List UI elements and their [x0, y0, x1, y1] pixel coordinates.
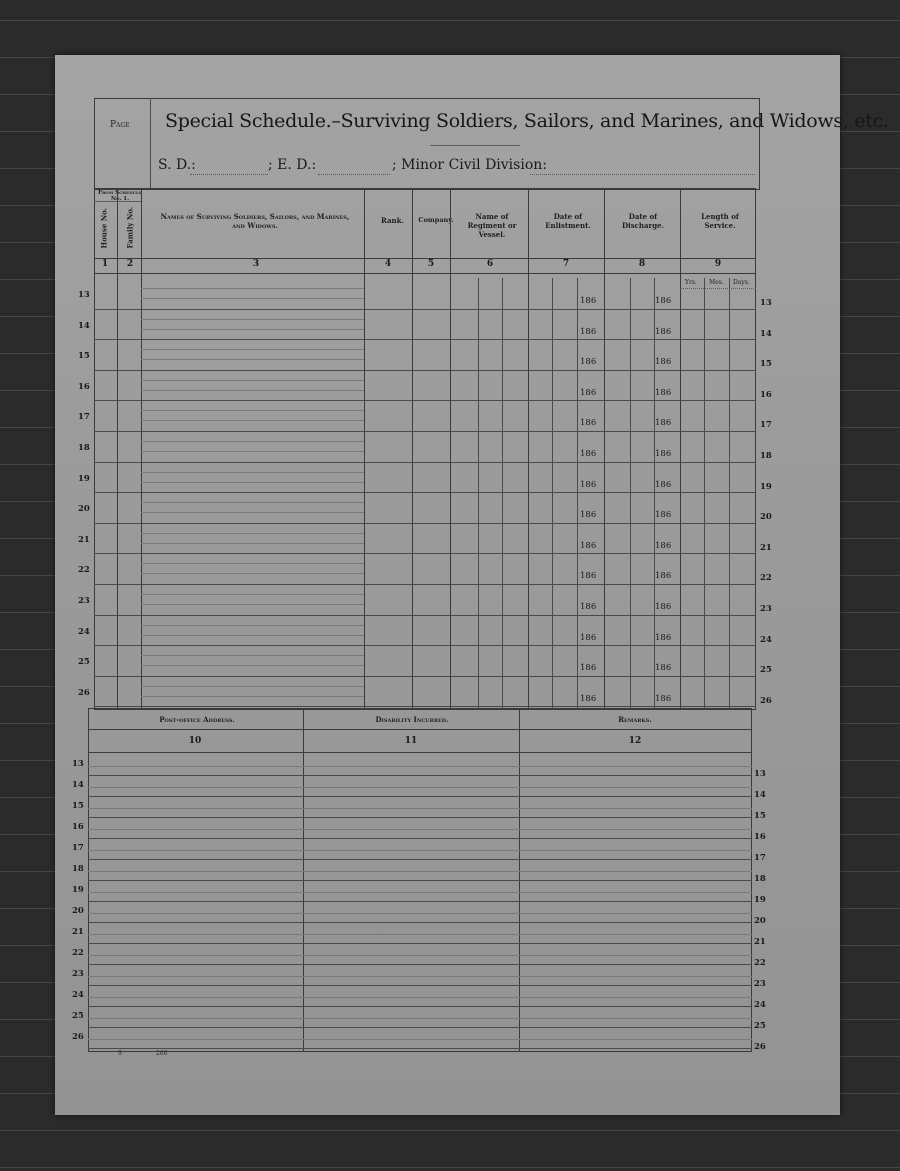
bottom-row-subrule — [88, 766, 752, 767]
service-header: Length of Service. — [701, 212, 739, 230]
top-row-rule — [94, 523, 756, 524]
bottom-row-number-left: 15 — [72, 801, 84, 811]
scan-stripe — [0, 20, 900, 21]
top-row-rule — [94, 431, 756, 432]
bottom-row-subrule — [88, 892, 752, 893]
top-row-number-left: 24 — [78, 626, 90, 637]
top-row-subrule — [141, 604, 364, 605]
bottom-row-rule — [88, 838, 752, 839]
bottom-row-number-right: 19 — [754, 895, 766, 905]
top-row-subrule — [141, 420, 364, 421]
post-office-header: Post-office Address. — [159, 715, 235, 724]
top-row-subrule — [141, 625, 364, 626]
enlistment-year-prefix: 186 — [580, 418, 597, 429]
bottom-row-number-right: 20 — [754, 916, 766, 926]
bottom-row-rule — [88, 901, 752, 902]
bottom-row-number-right: 24 — [754, 1000, 766, 1010]
discharge-year-prefix: 186 — [655, 479, 672, 490]
family-no-header: Family No. — [125, 206, 135, 249]
top-row-subrule — [141, 655, 364, 656]
enlistment-year-prefix: 186 — [580, 296, 597, 306]
col-num-3: 3 — [252, 259, 260, 269]
top-row-number-left: 23 — [78, 596, 90, 606]
bottom-row-number-left: 16 — [72, 822, 84, 832]
top-row-number-right: 23 — [760, 604, 772, 614]
page-box-divider — [150, 98, 151, 190]
top-row-number-right: 26 — [760, 695, 772, 706]
bottom-header-rule — [88, 729, 752, 730]
discharge-header: Date of Discharge. — [621, 212, 665, 230]
enlistment-year-prefix: 186 — [580, 693, 597, 704]
top-row-number-left: 21 — [78, 534, 90, 545]
top-row-subrule — [141, 472, 364, 473]
top-row-number-right: 21 — [760, 542, 772, 553]
bottom-row-number-left: 20 — [72, 906, 84, 916]
top-row-rule — [94, 400, 756, 401]
top-row-number-left: 22 — [78, 565, 90, 576]
bottom-row-subrule — [88, 871, 752, 872]
top-row-subrule — [141, 594, 364, 595]
discharge-year-prefix: 186 — [655, 540, 672, 551]
service-years-header: Yrs. — [685, 279, 697, 286]
title-rule — [430, 145, 520, 146]
enlistment-year-prefix: 186 — [580, 663, 597, 674]
top-row-rule — [94, 370, 756, 371]
bottom-row-rule — [88, 1027, 752, 1028]
mcd-label: ; Minor Civil Division: — [392, 157, 547, 173]
bottom-row-number-left: 22 — [72, 948, 84, 958]
rank-header: Rank. — [381, 216, 404, 225]
top-row-number-right: 22 — [760, 573, 772, 584]
names-header: Names of Surviving Soldiers, Sailors, and Marines, and Widows. — [160, 212, 350, 230]
bottom-row-subrule — [88, 1039, 752, 1040]
col-num-1: 1 — [101, 259, 109, 269]
bottom-row-rule — [88, 1006, 752, 1007]
bottom-row-subrule — [88, 829, 752, 830]
top-row-subrule — [141, 686, 364, 687]
top-row-number-right: 16 — [760, 389, 772, 400]
top-col-divider — [412, 188, 413, 710]
bottom-row-rule — [88, 817, 752, 818]
bottom-row-subrule — [88, 934, 752, 935]
discharge-year-prefix: 186 — [655, 418, 672, 429]
top-row-number-right: 14 — [760, 328, 772, 339]
top-row-number-right: 20 — [760, 512, 772, 523]
top-row-number-left: 20 — [78, 504, 90, 515]
col-num-2: 2 — [126, 259, 134, 269]
service-months-header: Mos. — [709, 279, 724, 286]
top-row-number-right: 25 — [760, 665, 772, 676]
top-row-subrule — [141, 482, 364, 483]
col-num-10: 10 — [188, 736, 202, 746]
enlistment-year-prefix: 186 — [580, 357, 597, 368]
top-col-divider — [604, 188, 605, 710]
top-row-subrule — [141, 533, 364, 534]
top-row-subrule — [141, 451, 364, 452]
bottom-row-number-right: 25 — [754, 1021, 766, 1031]
top-col-divider — [364, 188, 365, 710]
top-row-rule — [94, 309, 756, 310]
col-num-5: 5 — [427, 259, 435, 269]
bottom-row-rule — [88, 859, 752, 860]
col-num-8: 8 — [638, 259, 646, 269]
top-row-number-right: 18 — [760, 451, 772, 461]
top-row-subrule — [141, 359, 364, 360]
discharge-year-prefix: 186 — [655, 357, 672, 368]
col-num-7: 7 — [562, 259, 570, 269]
top-row-subrule — [141, 390, 364, 391]
discharge-year-prefix: 186 — [655, 449, 672, 459]
bottom-row-subrule — [88, 976, 752, 977]
bottom-row-number-left: 18 — [72, 864, 84, 874]
top-col-divider — [450, 188, 451, 710]
bottom-row-subrule — [88, 955, 752, 956]
bottom-row-number-right: 15 — [754, 811, 766, 821]
col-num-4: 4 — [384, 259, 392, 269]
top-row-subrule — [141, 563, 364, 564]
enlistment-year-prefix: 186 — [580, 479, 597, 490]
bottom-row-rule — [88, 943, 752, 944]
bottom-row-number-left: 26 — [72, 1032, 84, 1042]
bottom-row-rule — [88, 880, 752, 881]
discharge-year-prefix: 186 — [655, 663, 672, 674]
bottom-row-number-left: 25 — [72, 1011, 84, 1021]
top-row-subrule — [141, 512, 364, 513]
top-row-rule — [94, 676, 756, 677]
top-row-number-right: 15 — [760, 359, 772, 370]
bottom-row-number-left: 14 — [72, 780, 84, 790]
company-header: Company. — [418, 216, 454, 224]
house-no-header: House No. — [99, 207, 109, 249]
bottom-row-subrule — [88, 850, 752, 851]
top-row-rule — [94, 584, 756, 585]
top-row-subrule — [141, 502, 364, 503]
top-row-rule — [94, 462, 756, 463]
top-col-divider — [680, 188, 681, 710]
bottom-row-subrule — [88, 1018, 752, 1019]
top-row-subrule — [141, 665, 364, 666]
scan-stripe — [0, 1167, 900, 1168]
top-row-number-left: 14 — [78, 320, 90, 331]
mcd-fill-line — [530, 174, 755, 175]
top-row-subrule — [141, 329, 364, 330]
top-row-subrule — [141, 298, 364, 299]
bottom-row-rule — [88, 985, 752, 986]
from-schedule-header: From Schedule No. 1. — [98, 190, 142, 202]
service-days-header: Days. — [733, 279, 750, 286]
top-row-subrule — [141, 573, 364, 574]
bottom-row-subrule — [88, 913, 752, 914]
remarks-header: Remarks. — [618, 715, 652, 724]
page-label: Page — [110, 120, 130, 130]
discharge-year-prefix: 186 — [655, 693, 672, 704]
bottom-row-number-right: 14 — [754, 790, 766, 800]
col-num-6: 6 — [486, 259, 494, 269]
discharge-year-prefix: 186 — [655, 387, 672, 398]
enlistment-year-prefix: 186 — [580, 510, 597, 521]
bottom-row-subrule — [88, 808, 752, 809]
bottom-row-number-right: 18 — [754, 874, 766, 884]
bottom-row-number-left: 19 — [72, 885, 84, 895]
top-row-number-right: 24 — [760, 634, 772, 645]
top-row-rule — [94, 553, 756, 554]
bottom-row-rule — [88, 796, 752, 797]
bottom-row-number-left: 21 — [72, 927, 84, 937]
discharge-year-prefix: 186 — [655, 632, 672, 643]
top-row-number-left: 26 — [78, 687, 90, 698]
disability-header: Disability Incurred. — [375, 715, 449, 724]
top-row-subrule — [141, 349, 364, 350]
bottom-row-subrule — [88, 787, 752, 788]
bottom-row-number-right: 17 — [754, 853, 766, 863]
top-row-number-left: 19 — [78, 473, 90, 484]
bottom-row-number-left: 17 — [72, 843, 84, 853]
discharge-year-prefix: 186 — [655, 326, 672, 337]
top-row-rule — [94, 492, 756, 493]
top-row-subrule — [141, 543, 364, 544]
discharge-year-prefix: 186 — [655, 602, 672, 612]
top-row-subrule — [141, 635, 364, 636]
enlistment-year-prefix: 186 — [580, 632, 597, 643]
ed-label: ; E. D.: — [268, 157, 317, 173]
top-row-subrule — [141, 380, 364, 381]
bottom-row-number-right: 23 — [754, 979, 766, 989]
top-row-subrule — [141, 410, 364, 411]
bottom-row-number-left: 23 — [72, 969, 84, 979]
top-row-number-left: 18 — [78, 443, 90, 453]
enlistment-year-prefix: 186 — [580, 602, 597, 612]
discharge-year-prefix: 186 — [655, 571, 672, 582]
col-num-12: 12 — [628, 736, 642, 746]
discharge-year-prefix: 186 — [655, 296, 672, 306]
top-row-rule — [94, 339, 756, 340]
footer-left-mark: 9 — [118, 1050, 122, 1057]
enlistment-header: Date of Enlistment. — [545, 212, 591, 230]
bottom-row-number-right: 22 — [754, 958, 766, 968]
top-row-number-left: 17 — [78, 412, 90, 423]
top-row-subrule — [141, 696, 364, 697]
bottom-colnum-rule — [88, 752, 752, 753]
bottom-row-number-left: 24 — [72, 990, 84, 1000]
schedule-title: Special Schedule.–Surviving Soldiers, Sailors, and Marines, and Widows, etc. — [165, 110, 889, 132]
bottom-row-number-right: 13 — [754, 769, 766, 779]
enlistment-year-prefix: 186 — [580, 540, 597, 551]
service-sub-rule — [680, 288, 756, 289]
bottom-row-rule — [88, 775, 752, 776]
top-row-rule — [94, 615, 756, 616]
top-row-number-left: 25 — [78, 657, 90, 668]
sd-fill-line — [190, 174, 268, 175]
bottom-row-number-right: 16 — [754, 832, 766, 842]
enlistment-year-prefix: 186 — [580, 326, 597, 337]
top-row-number-left: 13 — [78, 290, 90, 300]
top-row-number-right: 17 — [760, 420, 772, 431]
col-num-11: 11 — [404, 736, 418, 746]
top-row-number-left: 15 — [78, 351, 90, 362]
bottom-row-rule — [88, 964, 752, 965]
top-row-number-left: 16 — [78, 381, 90, 392]
bottom-row-rule — [88, 922, 752, 923]
regiment-header: Name of Regiment or Vessel. — [467, 212, 517, 239]
bottom-row-number-right: 21 — [754, 937, 766, 947]
bottom-row-rule — [88, 1048, 752, 1049]
top-row-subrule — [141, 441, 364, 442]
footer-code: 260 — [156, 1050, 168, 1057]
colnum-bottom-rule — [94, 273, 756, 274]
enlistment-year-prefix: 186 — [580, 571, 597, 582]
enlistment-year-prefix: 186 — [580, 449, 597, 459]
col-num-9: 9 — [714, 259, 722, 269]
top-row-number-right: 19 — [760, 481, 772, 492]
ed-fill-line — [318, 174, 390, 175]
scan-stripe — [0, 1130, 900, 1131]
top-row-subrule — [141, 288, 364, 289]
bottom-row-number-left: 13 — [72, 759, 84, 769]
from-schedule-rule — [94, 201, 141, 202]
sd-label: S. D.: — [158, 157, 196, 173]
discharge-year-prefix: 186 — [655, 510, 672, 521]
top-row-number-right: 13 — [760, 298, 772, 308]
top-row-subrule — [141, 319, 364, 320]
enlistment-year-prefix: 186 — [580, 387, 597, 398]
top-col-divider — [528, 188, 529, 710]
top-row-rule — [94, 645, 756, 646]
bottom-row-number-right: 26 — [754, 1042, 766, 1052]
bottom-row-subrule — [88, 997, 752, 998]
